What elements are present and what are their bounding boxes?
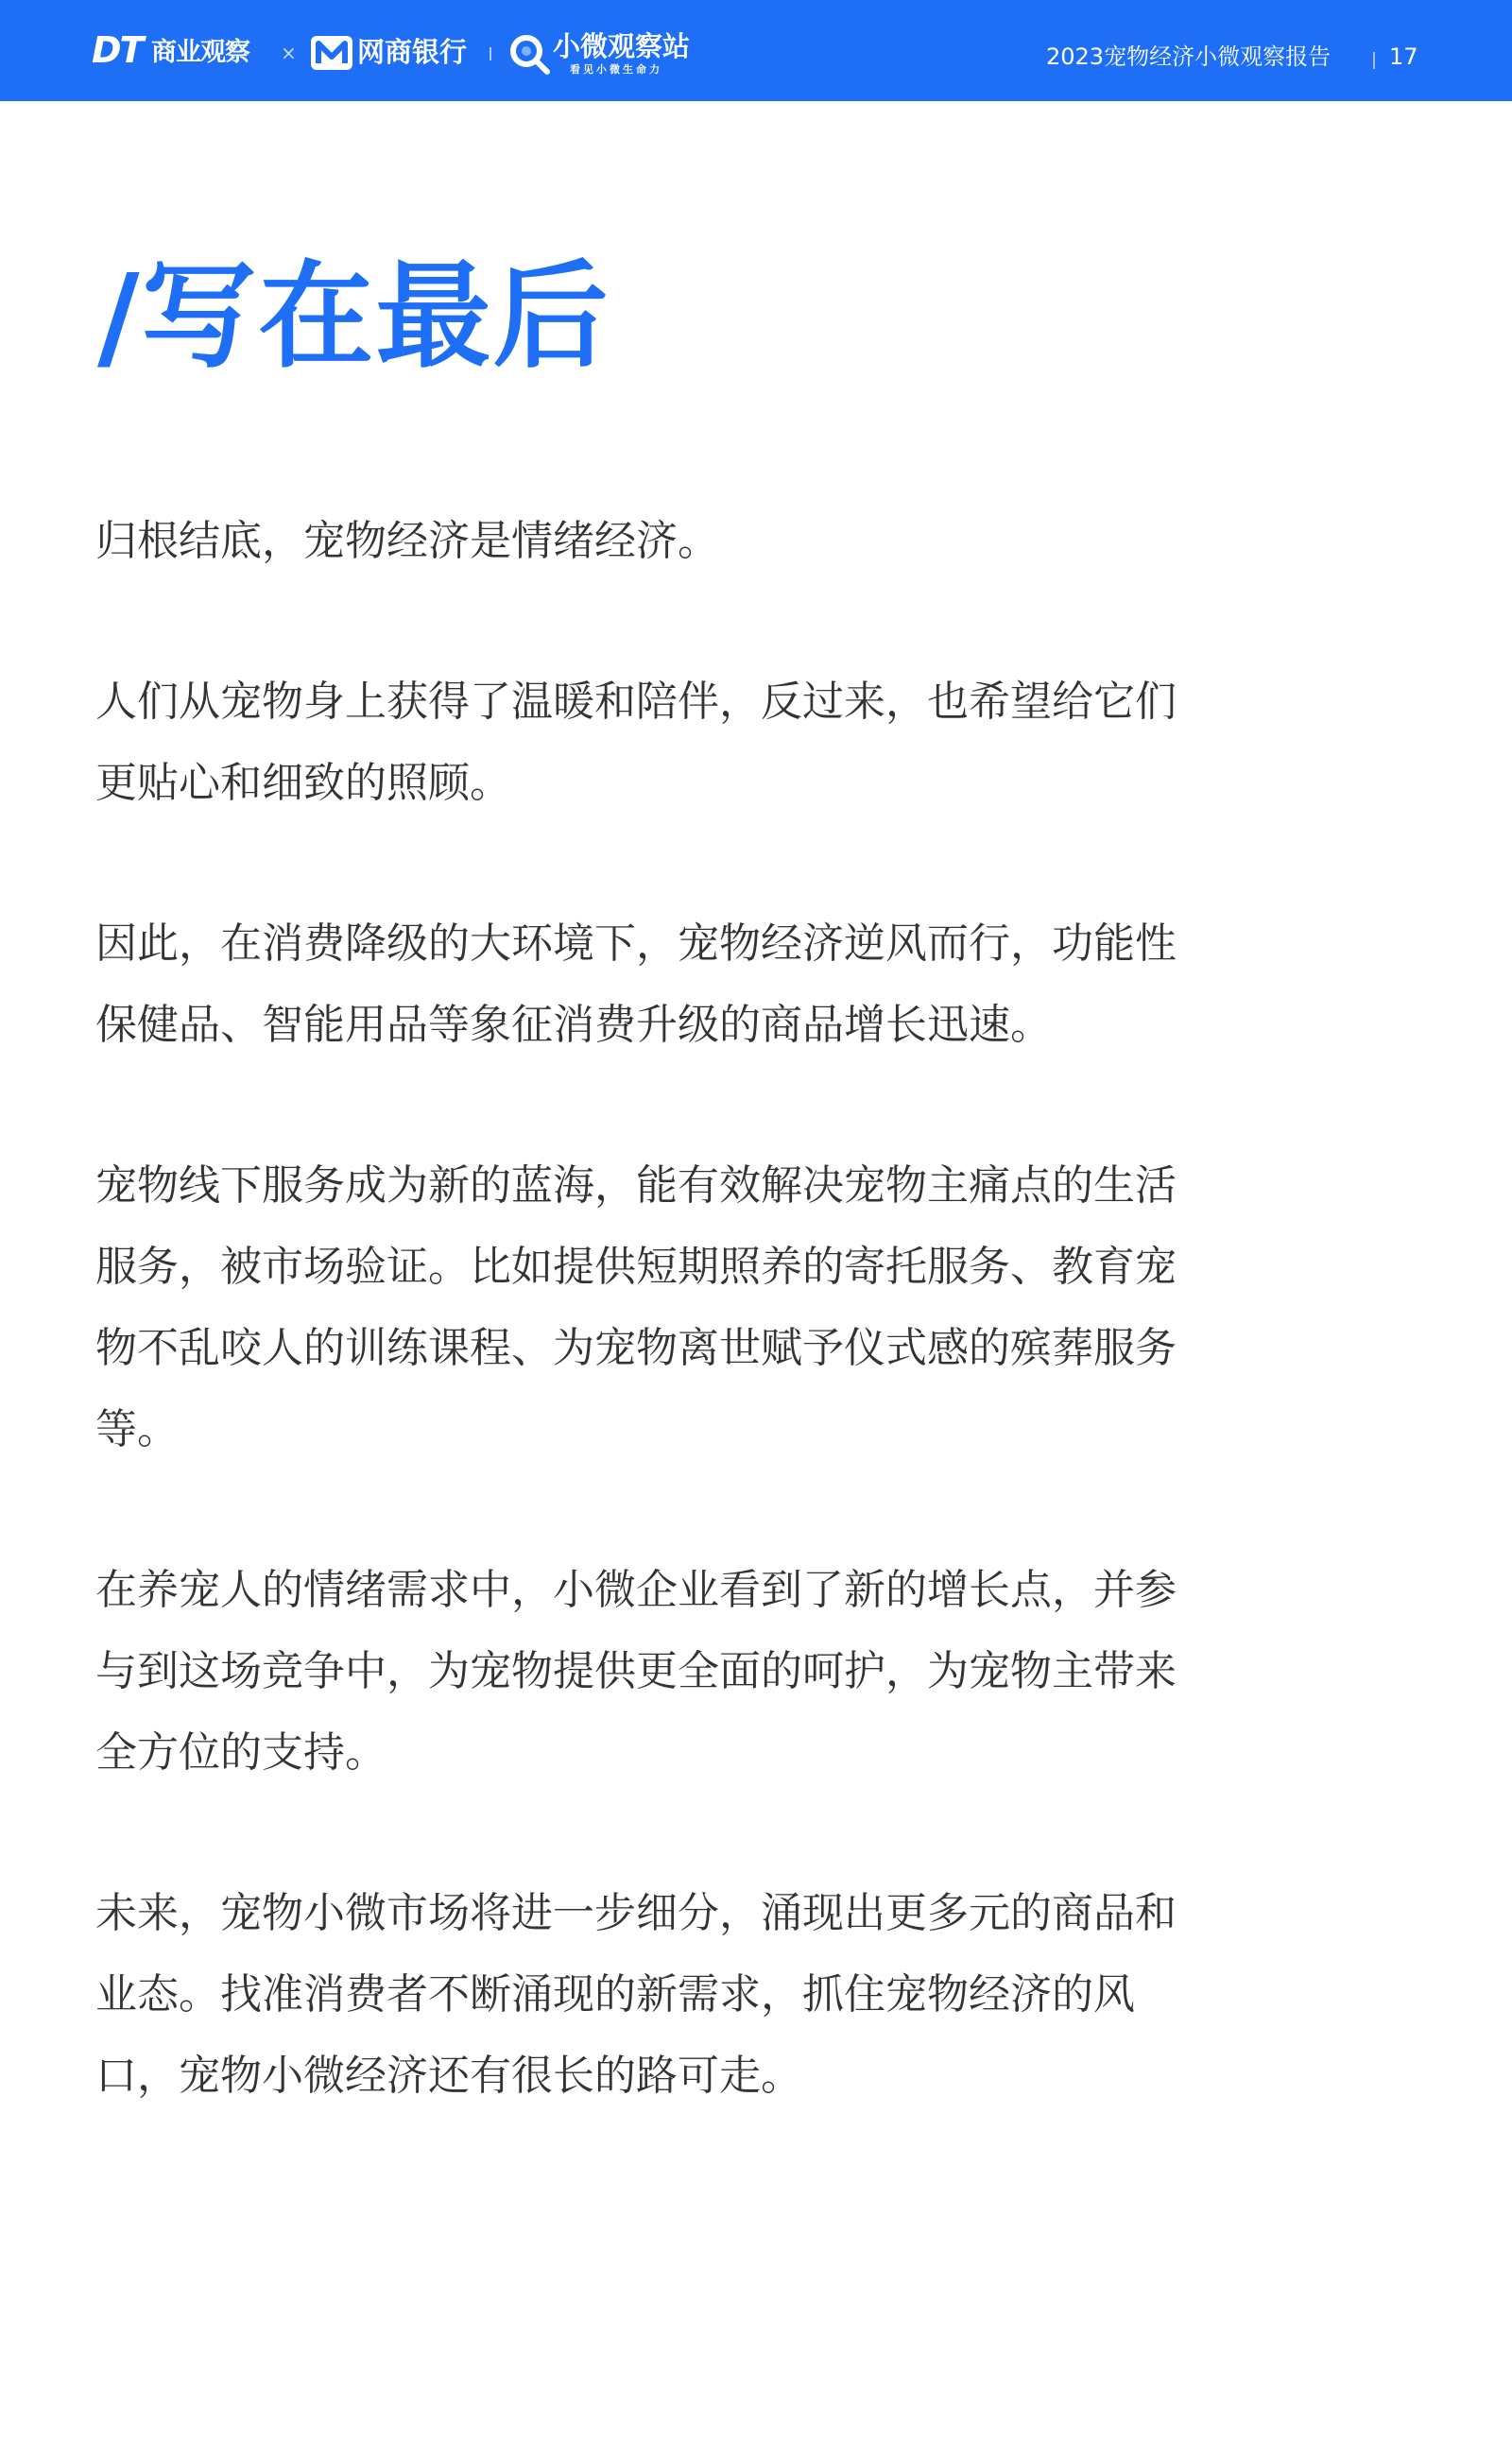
mybank-logo-text: 网商银行	[357, 36, 468, 68]
page-header	[0, 0, 1512, 101]
report-title: 2023宠物经济小微观察报告	[1046, 43, 1332, 70]
station-logo-tagline: 看见小微生命力	[570, 63, 662, 76]
body-text	[95, 501, 1201, 2196]
mybank-m-icon	[309, 32, 354, 72]
paragraph: 在养宠人的情绪需求中，小微企业看到了新的增长点，并参与到这场竞争中，为宠物提供更全面的呵护，为宠物主带来全方位的支持。	[95, 1566, 1177, 1777]
paragraph: 归根结底，宠物经济是情绪经济。	[95, 517, 719, 565]
dt-logo-text: 商业观察	[151, 38, 249, 67]
paragraph: 人们从宠物身上获得了温暖和陪伴，反过来，也希望给它们更贴心和细致的照顾。	[95, 678, 1177, 807]
collaboration-times-icon: ×	[281, 42, 297, 64]
paragraph: 宠物线下服务成为新的蓝海，能有效解决宠物主痛点的生活服务，被市场验证。比如提供短期照养的寄托服务、教育宠物不乱咬人的训练课程、为宠物离世赋予仪式感的殡葬服务等。	[95, 1161, 1177, 1453]
header-divider	[1373, 52, 1375, 69]
dt-logo: DT	[92, 29, 143, 71]
paragraph: 因此，在消费降级的大环境下，宠物经济逆风而行，功能性保健品、智能用品等象征消费升级的商品增长迅速。	[95, 919, 1177, 1049]
page-number: 17	[1389, 43, 1418, 70]
logo-divider	[490, 47, 491, 60]
page-title: /写在最后	[97, 249, 610, 384]
search-icon	[507, 32, 551, 76]
station-logo-text: 小微观察站	[553, 30, 691, 62]
paragraph: 未来，宠物小微市场将进一步细分，涌现出更多元的商品和业态。找准消费者不断涌现的新需求，抓住宠物经济的风口，宠物小微经济还有很长的路可走。	[95, 1889, 1177, 2100]
